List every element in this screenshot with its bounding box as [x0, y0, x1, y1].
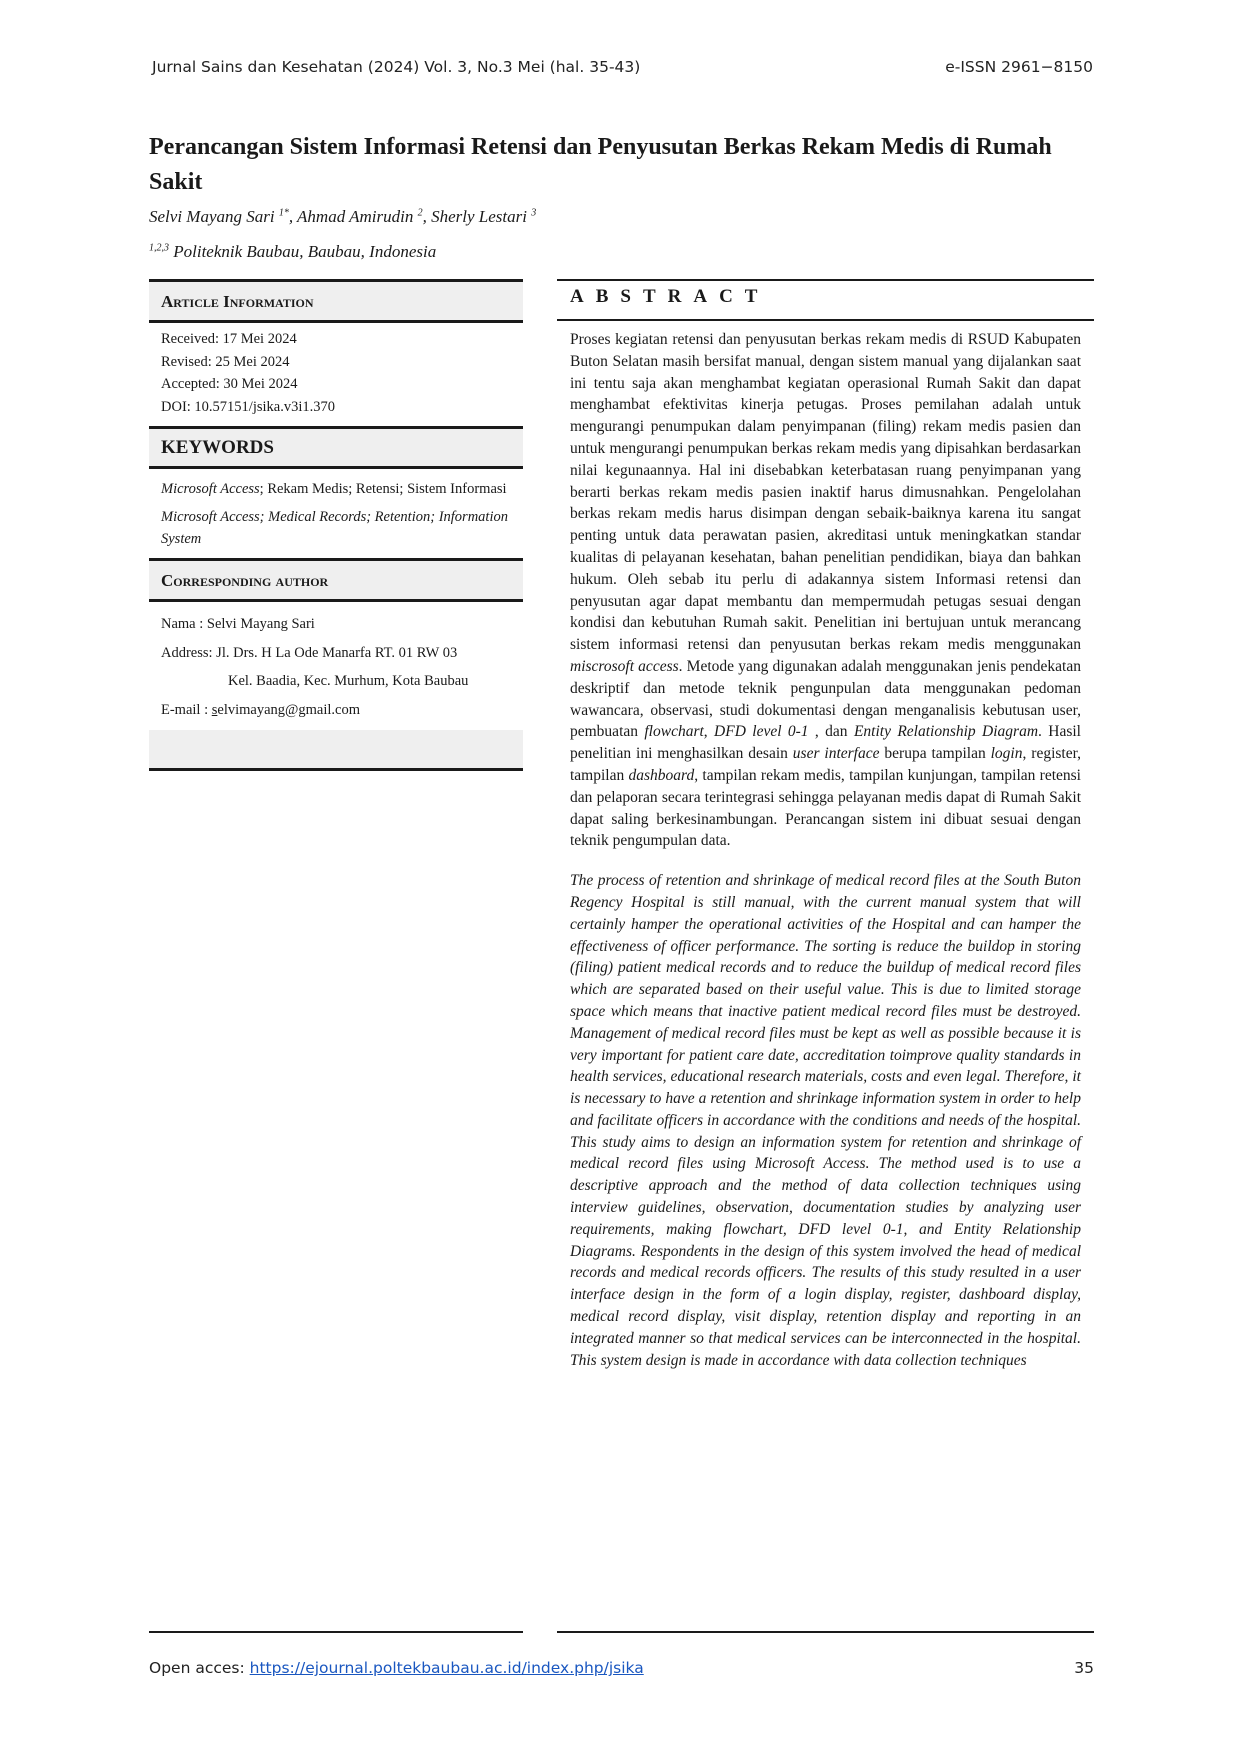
abstract-id-italic: DFD level 0-1 — [714, 723, 809, 741]
accepted-date: Accepted: 30 Mei 2024 — [161, 376, 298, 392]
abstract-id-italic: miscrosoft access — [570, 657, 679, 675]
address-line-2: Kel. Baadia, Kec. Murhum, Kota Baubau — [228, 673, 469, 689]
abstract-column — [557, 279, 1094, 1371]
affiliation-text: Politeknik Baubau, Baubau, Indonesia — [173, 242, 437, 261]
abstract-id-text: . Metode yang digunakan adalah menggunakan jenis pendekatan deskriptif dan metode teknik pengunpulan data menggunakan pedoman wawancara, observasi, studi dokumentasi dengan menganalisis kebutusan user, pembuatan — [570, 657, 1081, 741]
abstract-body — [557, 321, 1094, 1371]
keyword-rest: ; Rekam Medis; Retensi; Sistem Informasi — [259, 481, 507, 497]
footer-open-access — [149, 1659, 644, 1677]
received-date: Received: 17 Mei 2024 — [161, 331, 297, 347]
sidebar-column — [149, 279, 523, 771]
running-header-issn: e-ISSN 2961−8150 — [945, 58, 1093, 76]
abstract-id-italic: user interface — [792, 745, 880, 763]
article-info-heading: Article Information — [149, 279, 523, 323]
author-list: Selvi Mayang Sari $^{1*}$, Ahmad Amirudin $^2$, Sherly Lestari $^3$ — [149, 207, 537, 226]
abstract-indonesian — [570, 329, 1081, 852]
footer-rule-left — [149, 1631, 523, 1633]
revised-date: Revised: 25 Mei 2024 — [161, 353, 290, 370]
affiliation — [149, 242, 436, 262]
author-affiliation-mark: 3 — [531, 207, 537, 219]
abstract-id-text: , dan — [808, 723, 854, 741]
abstract-id-text: , register, tampilan — [570, 745, 1082, 784]
abstract-id-text: , tampilan rekam medis, tampilan kunjungan, tampilan retensi dan pelaporan secara terintegrasi sehingga pelayanan medis dapat di Rumah Sakit dapat saling berkesinambungan. Perancangan sistem ini dibuat sesuai dengan teknik pengumpulan data. — [570, 766, 1081, 850]
article-info-block — [149, 323, 523, 426]
abstract-english: The process of retention and shrinkage of medical record files at the South Buton Regency Hospital is still manual, with the current manual system that will certainly hamper the operational activities of the Hospital and can hamper the effectiveness of officer performance. The sorting is reduce the buildop in storing (filing) patient medical records and to reduce the buildup of medical record files which are separated based on their useful value. This is due to limited storage space which means that inactive patient medical record files must be destroyed. Management of medical record files must be kept as well as possible because it is very important for patient care date, accreditation toimprove quality standards in health services, educational research materials, costs and even legal. Therefore, it is necessary to have a retention and shrinkage information system in order to help and facilitate officers in accordance with the conditions and needs of the hospital. This study aims to design an information system for retention and shrinkage of medical record files using Microsoft Access. The method used is to use a descriptive approach and the method of data collection techniques using interview guidelines, observation, documentation studies by analyzing user requirements, making flowchart, DFD level 0-1, and Entity Relationship Diagrams. Respondents in the design of this system involved the head of medical records and medical records officers. The results of this study resulted in a user interface design in the form of a login display, register, dashboard display, medical record display, visit display, retention display and reporting in an integrated manner so that medical services can be interconnected in the hospital. This system design is made in accordance with data collection techniques — [570, 872, 1081, 1369]
email-label: E-mail : — [161, 701, 212, 718]
keywords-block — [149, 469, 523, 558]
email-first-char: s — [211, 701, 218, 718]
paper-title: Perancangan Sistem Informasi Retensi dan Penyusutan Berkas Rekam Medis di Rumah Sakit — [149, 134, 1052, 195]
author-affiliation-mark: 1* — [278, 207, 289, 219]
abstract-id-italic: login — [990, 745, 1023, 763]
email-line — [161, 696, 511, 725]
address-line-1: Address: Jl. Drs. H La Ode Manarfa RT. 01 RW 03 — [161, 644, 458, 661]
sidebar-closing-bar — [149, 730, 523, 771]
open-access-label: Open acces: — [149, 1659, 250, 1677]
corresponding-author-block — [149, 602, 523, 730]
keywords-english: Microsoft Access; Medical Records; Retention; Information System — [161, 509, 508, 547]
author-name: Ahmad Amirudin — [297, 207, 414, 226]
corresponding-author-heading: Corresponding author — [149, 558, 523, 602]
page-number: 35 — [1074, 1659, 1094, 1677]
author-affiliation-mark: 2 — [417, 207, 423, 219]
keywords-indonesian — [161, 475, 511, 504]
email-rest: elvimayang@gmail.com — [217, 701, 361, 718]
abstract-id-text: , — [703, 723, 715, 741]
abstract-id-italic: dashboard — [628, 766, 695, 784]
footer-rule-right — [557, 1631, 1094, 1633]
abstract-id-text: . Hasil penelitian ini menghasilkan desain — [570, 723, 1081, 763]
abstract-id-text: berupa tampilan — [879, 745, 991, 763]
affiliation-mark: 1,2,3 — [149, 242, 169, 254]
journal-link[interactable]: https://ejournal.poltekbaubau.ac.id/index.php/jsika — [249, 1659, 644, 1677]
abstract-heading: ABSTRACT — [570, 286, 770, 307]
abstract-id-text: Proses kegiatan retensi dan penyusutan berkas rekam medis di RSUD Kabupaten Buton Selatan masih bersifat manual, dengan sistem manual yang dijalankan saat ini tentu saja akan menghambat kegiatan operasional Rumah Sakit dan dapat menghambat efektivitas kinerja petugas. Proses pemilahan adalah untuk mengurangi penumpukan dalam penyimpanan (filing) rekam medis pasien dan untuk mengurangi penumpukan berkas rekam medis yang dipisahkan berdasarkan nilai kegunaannya. Hal ini disebabkan keterbatasan ruang penyimpanan yang berarti berkas rekam medis pasien inaktif harus dimusnahkan. Pengelolahan berkas rekam medis harus disimpan dengan sebaik-baiknya karena itu sangat penting untuk data perawatan pasien, akreditasi untuk meningkatkan standar kualitas di pelayanan kesehatan, bahan penelitian pendidikan, biaya dan bahkan hukum. Oleh sebab itu perlu di adakannya sistem Informasi retensi dan penyusutan agar dapat membantu dan mempermudah petugas sesuai dengan kondisi dan kebutuhan Rumah sakit. Penelitian ini bertujuan untuk merancang sistem informasi retensi dan penyusutan berkas rekam medis menggunakan — [570, 331, 1081, 654]
keywords-heading: KEYWORDS — [149, 426, 523, 469]
author-name: Sherly Lestari — [431, 207, 527, 226]
author-name: Selvi Mayang Sari — [149, 207, 275, 226]
author-name-line: Nama : Selvi Mayang Sari — [161, 616, 315, 632]
keyword-italic: Microsoft Access — [161, 481, 260, 497]
running-header-journal: Jurnal Sains dan Kesehatan (2024) Vol. 3, No.3 Mei (hal. 35-43) — [152, 58, 641, 76]
abstract-id-italic: Entity Relationship Diagram — [853, 723, 1039, 741]
doi: DOI: 10.57151/jsika.v3i1.370 — [161, 398, 335, 415]
abstract-id-italic: flowchart — [644, 723, 704, 741]
